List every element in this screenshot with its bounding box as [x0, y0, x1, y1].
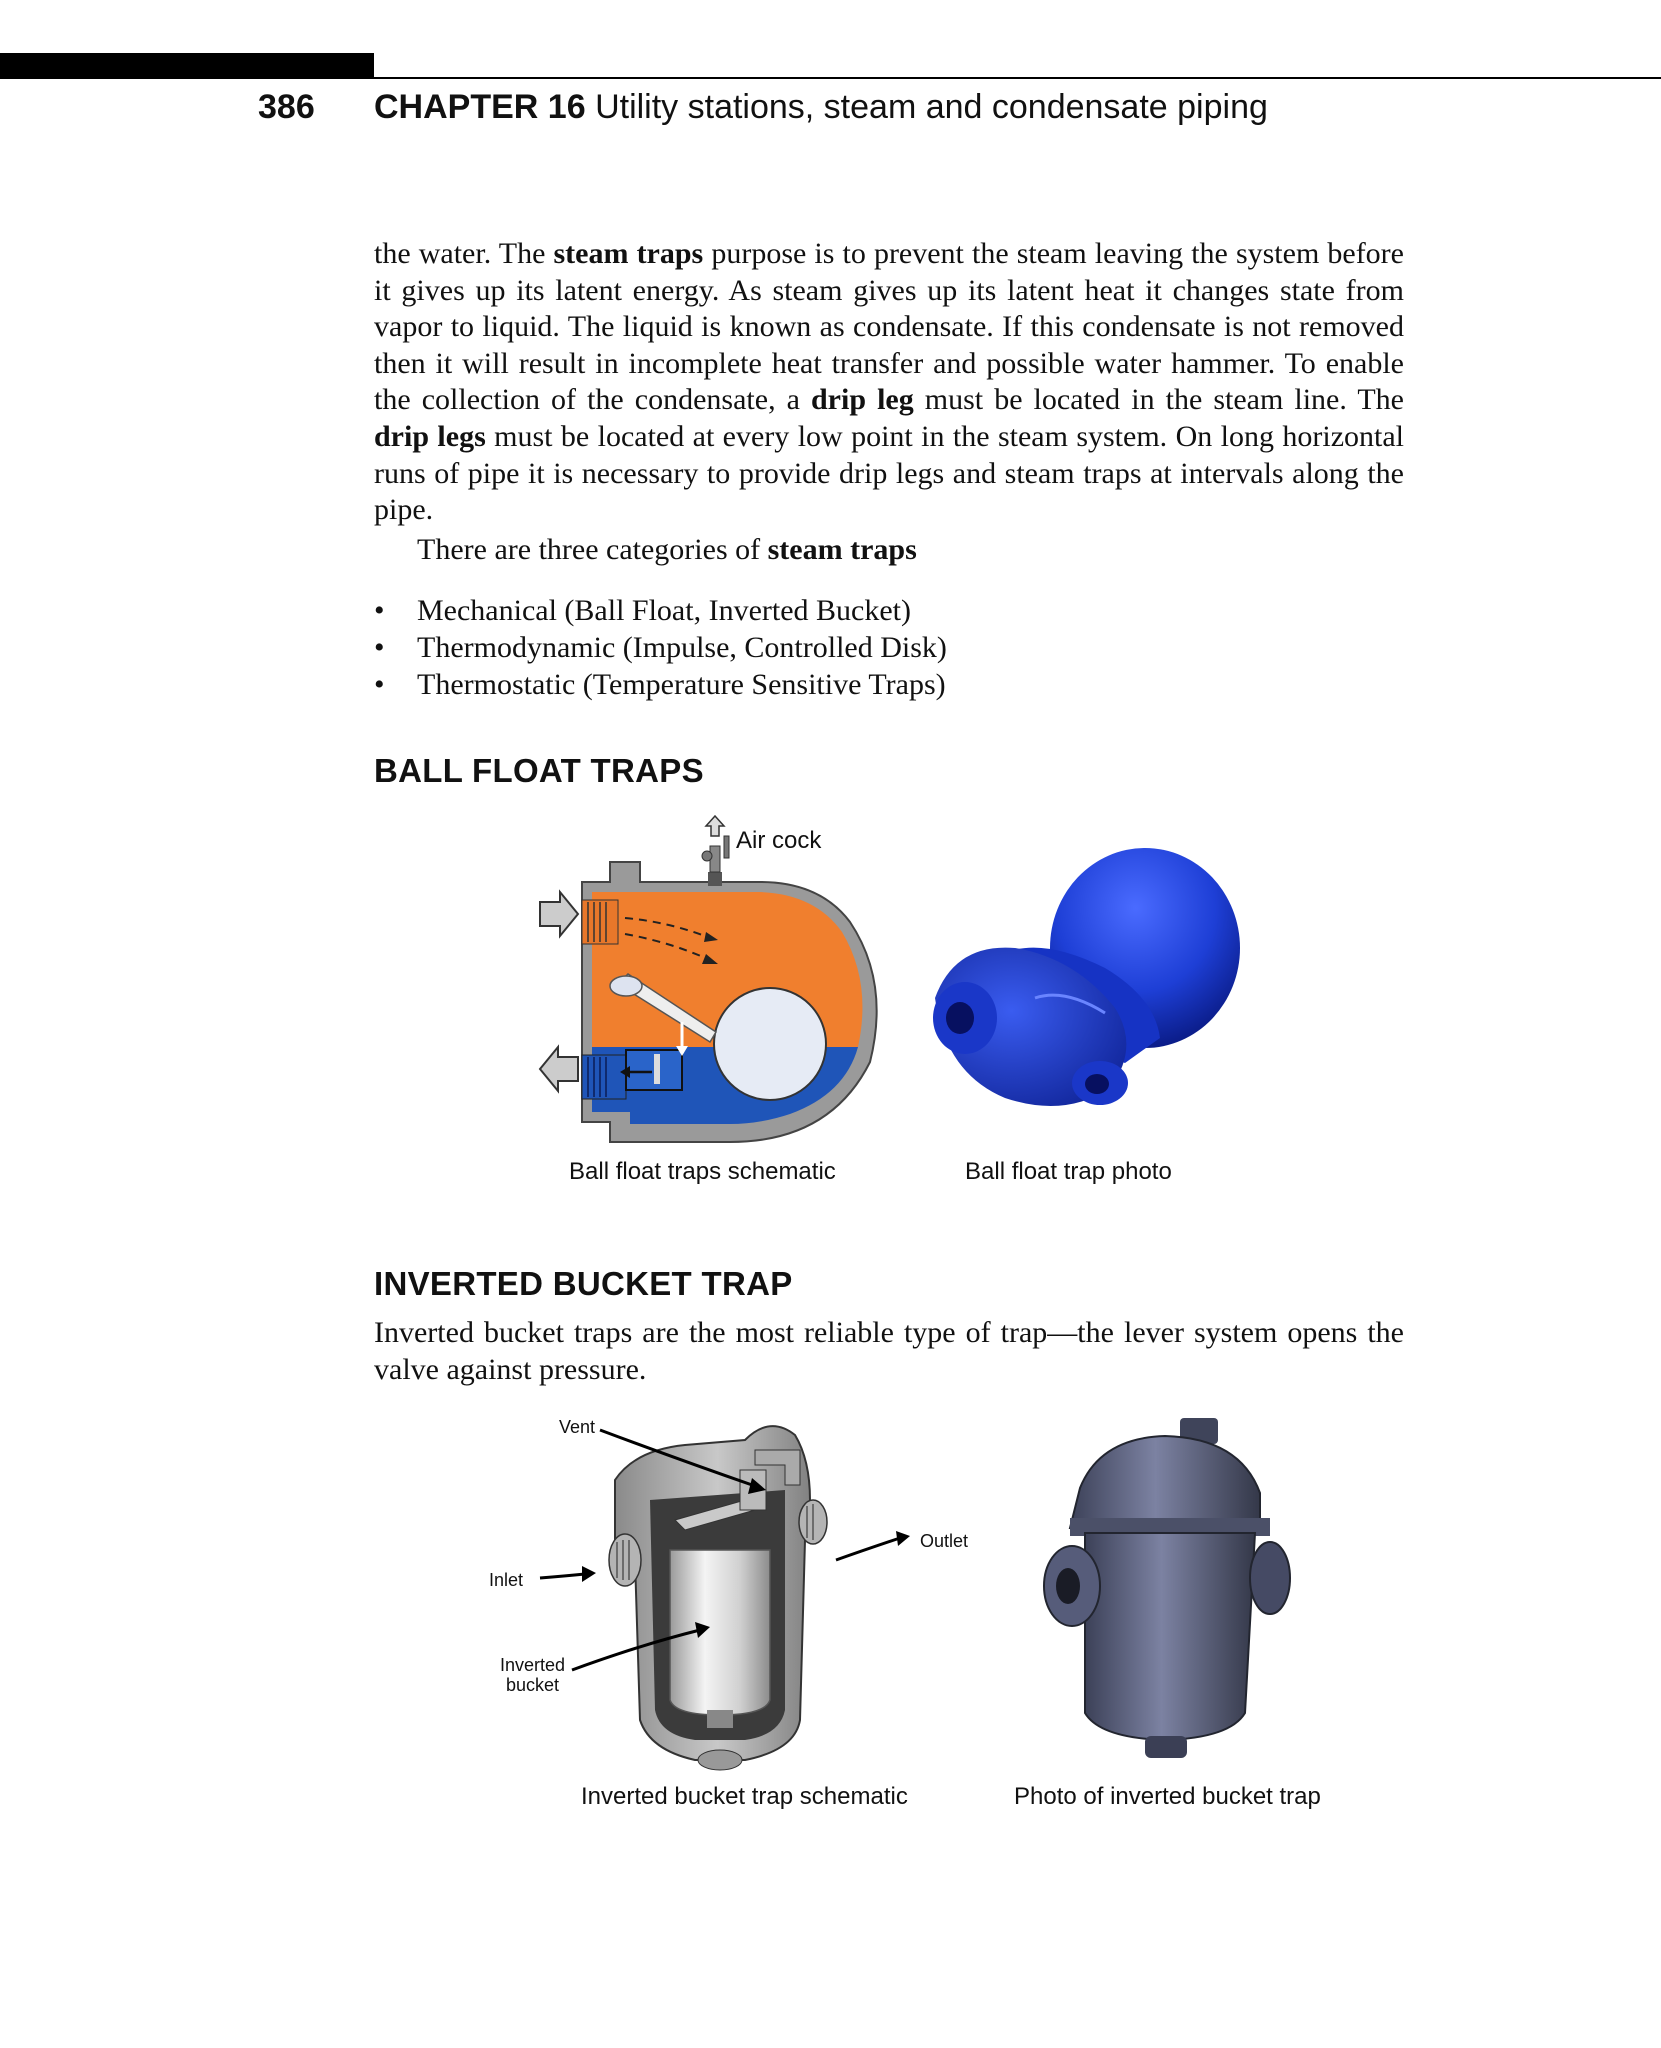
chapter-title: Utility stations, steam and condensate piping	[595, 88, 1268, 126]
intro-text-3: must be located in the steam line. The	[913, 383, 1404, 417]
list-item-text: Thermodynamic (Impulse, Controlled Disk)	[417, 631, 947, 664]
inverted-bucket-label-line1: Inverted	[500, 1655, 566, 1675]
list-item-text: Thermostatic (Temperature Sensitive Traps)	[417, 668, 946, 701]
inverted-bucket-label	[500, 1655, 565, 1695]
bullet-dot: •	[374, 594, 385, 627]
bullet-dot: •	[374, 668, 385, 701]
inverted-bucket-label-line2: bucket	[506, 1675, 560, 1695]
inverted-bucket-schematic-caption: Inverted bucket trap schematic	[581, 1783, 908, 1810]
inverted-bucket-photo-caption: Photo of inverted bucket trap	[1014, 1783, 1321, 1810]
ball-float-photo-caption: Ball float trap photo	[965, 1158, 1172, 1185]
ball-float-schematic-caption: Ball float traps schematic	[569, 1158, 836, 1185]
intro-bold-drip-leg: drip leg	[811, 383, 914, 417]
chapter-label: CHAPTER 16	[374, 88, 586, 126]
list-item-text: Mechanical (Ball Float, Inverted Bucket)	[417, 594, 911, 627]
categories-intro-bold: steam traps	[767, 533, 917, 566]
ball-float-heading: BALL FLOAT TRAPS	[374, 752, 704, 789]
intro-text-4: must be located at every low point in the steam system. On long horizontal runs of pipe it is necessary to provide drip legs and steam traps at intervals along the pipe.	[374, 419, 1404, 527]
intro-text-1: the water. The	[374, 237, 554, 270]
inverted-bucket-heading: INVERTED BUCKET TRAP	[374, 1265, 793, 1302]
inverted-bucket-photo	[1040, 1418, 1290, 1768]
intro-bold-steam-traps: steam traps	[553, 237, 704, 270]
categories-intro-text: There are three categories of	[417, 533, 768, 566]
bullet-dot: •	[374, 631, 385, 664]
outlet-label: Outlet	[920, 1531, 969, 1551]
intro-bold-drip-legs: drip legs	[374, 419, 486, 453]
inverted-bucket-description: Inverted bucket traps are the most reliable type of trap—the lever system opens the valve against pressure.	[374, 1316, 1404, 1386]
inlet-label: Inlet	[489, 1570, 524, 1590]
page-number: 386	[258, 88, 315, 126]
vent-label: Vent	[559, 1417, 596, 1437]
intro-text-2: purpose is to prevent the steam leaving the system before it gives up its latent energy. As steam gives up its latent heat it changes state from vapor to liquid. The liquid is known as condensate. If this condensate is not removed then it will result in incomplete heat transfer and possible water hammer. To enable the collection of the condensate, a	[374, 237, 1404, 417]
air-cock-label: Air cock	[736, 827, 822, 854]
